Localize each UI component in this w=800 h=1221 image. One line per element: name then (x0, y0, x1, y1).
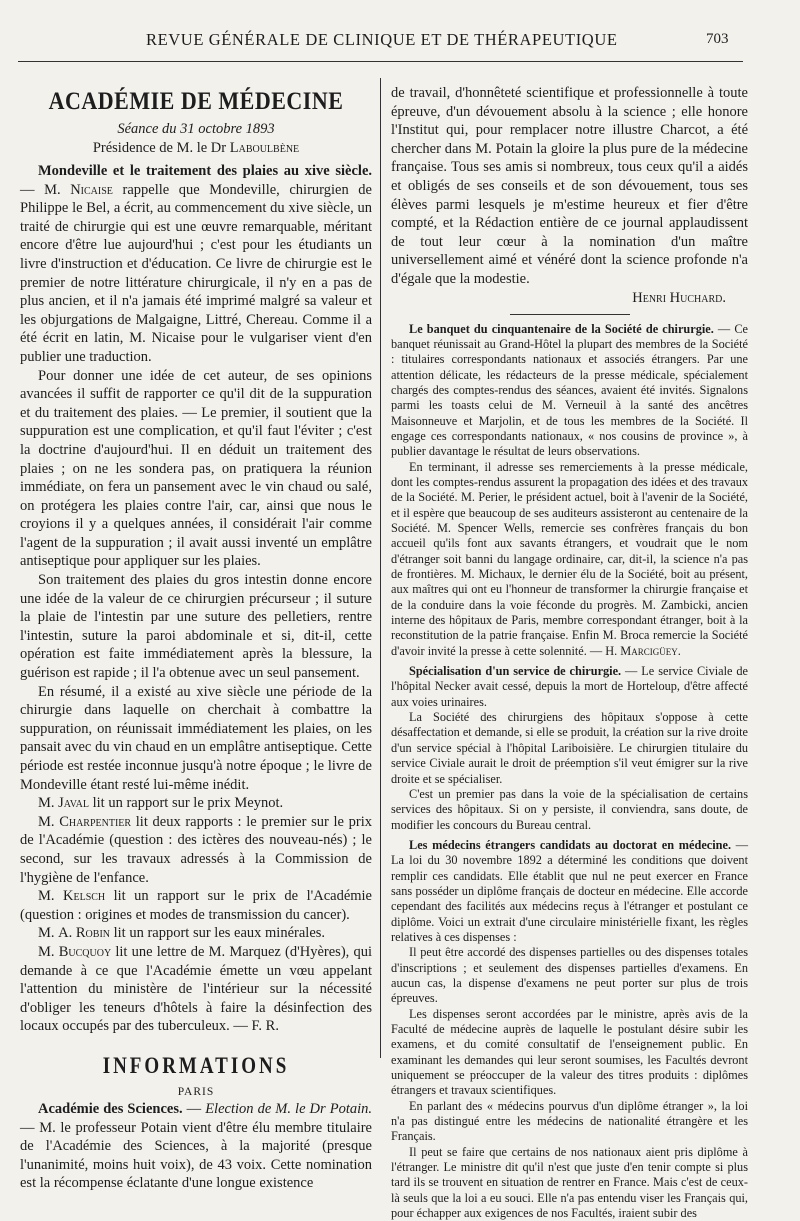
report-robin: M. A. Robin lit un rapport sur les eaux minérales. (38, 925, 326, 942)
academie-sciences-heading: Académie des Sciences. (38, 1100, 183, 1117)
signature-huchard: Henri Huchard. (632, 289, 726, 306)
presidence-prefix: Présidence de M. le Dr (92, 140, 230, 156)
president-name: Laboulbène (229, 140, 300, 156)
report-kelsch: M. Kelsch lit un rapport sur le prix de l'Académie (question : origines et modes de transmission du cancer). (20, 888, 372, 923)
report-javal: M. Javal lit un rapport sur le prix Meynot. (38, 795, 284, 812)
seance-line: Séance du 31 octobre 1893 (117, 121, 275, 137)
report-name: Bucquoy (58, 943, 112, 960)
specialisation-paragraph-3: C'est un premier pas dans la voie de la spécialisation de certains services des hôpitaux. Si on y persiste, il conviendra, sans doute, de modifier les concours du Bureau central. (391, 786, 748, 832)
header-rule (18, 61, 743, 62)
potain-continuation: de travail, d'honnêteté scientifique et professionnelle à toute épreuve, d'un dévouement absolu à la science ; elle honore l'Institut qui, pour remplacer notre illustre Charcot, a été chercher dans M. Potain la gloire la plus pure de la médecine française. Tous ses amis si nombreux, tous ceux qu'il a aidés et obligés de ses conseils et de son dévouement, tous ses élèves parmi lesquels je m'estime heureux et fier d'être compté, et la Rédaction entière de ce journal applaudissent de tout leur cœur à la nomination d'un maître universellement aimé et vénéré dont la science profonde n'a d'égale que la modestie. (391, 85, 748, 287)
election-title: Election de M. le Dr Potain. (205, 1100, 373, 1117)
medecins-paragraph-4: En parlant des « médecins pourvus d'un diplôme étranger », la loi n'a pas distingué entre les médecins de nationalité étrangère et les Français. (391, 1098, 748, 1144)
academie-sciences-paragraph: Académie des Sciences. — Election de M. le Dr Potain. — M. le professeur Potain vient d'être élu membre titulaire de l'Académie des Sciences, à la majorité (presque l'unanimité, moins huit voix), de 43 voix. Cette nomination est la récompense éclatante d'une longue existence (20, 1100, 373, 1192)
specialisation-paragraph-2: La Société des chirurgiens des hôpitaux s'oppose à cette désaffectation et demande, si elle se produit, la création sur la rive droite d'un service spécial à l'hôpital Lariboisière. Le chirurgien titulaire du service Civiale aurait le droit de préemption s'il veut émigrer sur la rive droite et se spécialiser. (391, 710, 748, 786)
banquet-text-1: Ce banquet réunissait au Grand-Hôtel la plupart des membres de la Société : titulaires correspondants nationaux et associés étrangers. Par une attention délicate, les rédacteurs de la presse médicale, spécialement chargés des comptes-rendus des séances, avaient été invités. Signalons parmi les toasts celui de M. Verneuil à la santé des ancêtres Maisonneuve et Marjolin, et de tous les membres de la Société. Il engage ces correspondants nationaux, « nos cousins de province », à publier davantage le résultat de leurs observations. (391, 321, 748, 459)
right-column (391, 84, 748, 1221)
report-name: Kelsch (63, 888, 106, 905)
banquet-text-2: En terminant, il adresse ses remerciements à la presse médicale, dont les comptes-rendus assurent la propagation des idées et des travaux de la Société. M. Perier, le président actuel, boit à l'avenir de la Société, et il espère que beaucoup de ses auditeurs assisteront au centenaire de la Société. M. Spencer Wells, remercie ses confrères français du bon accueil qu'ils font aux savants étrangers, et voudrait que le nom d'étranger soit banni du langage ordinaire, car, dit-il, la science n'a pas de frontières. M. Michaux, le dernier élu de la Société, boit au présent, aux maîtres qui ont eu l'honneur de transformer la chirurgie française et de la conduire dans la voie féconde du progrès. M. Zambicki, ancien interne des hôpitaux de Paris, membre correspondant étranger, boit à la reconstitution de la patrie française. Enfin M. Broca remercie la Société d'avoir invité la presse à cette solennité. (391, 459, 748, 658)
running-title: REVUE GÉNÉRALE DE CLINIQUE ET DE THÉRAPEUTIQUE (146, 30, 618, 49)
banquet-paragraph-2: En terminant, il adresse ses remerciements à la presse médicale, dont les comptes-rendus assurent la propagation des idées et des travaux de la Société. M. Perier, le président actuel, boit à l'avenir de la Société, et il espère que beaucoup de ses auditeurs assisteront au centenaire de la Société. M. Spencer Wells, remercie ses confrères français du bon accueil qu'ils font aux savants étrangers, et voudrait que le nom d'étranger soit banni du langage ordinaire, car, dit-il, la science n'a pas de frontières. M. Michaux, le dernier élu de la Société, boit au présent, aux maîtres qui ont eu l'honneur de transformer la chirurgie française et de la conduire dans la voie féconde du progrès. M. Zambicki, ancien interne des hôpitaux de Paris, membre correspondant étranger, boit à la reconstitution de la patrie française. Enfin M. Broca remercie la Société d'avoir invité la presse à cette solennité. — H. Marcigüey. (391, 459, 748, 658)
report-text: lit une lettre de M. Marquez (d'Hyères), qui demande à ce que l'Académie émette un vœu appelant l'attention du ministère de l'intérieur sur la nécessité d'obliger les teneurs d'hôtels à faire la désinfection des locaux occupés par des tuberculeux. — F. R. (20, 943, 372, 1035)
medecins-text-1: La loi du 30 novembre 1892 a déterminé les conditions que doivent remplir ces candidats. Elle établit que nul ne peut exercer en France sans posséder un diplôme français de docteur en médecine. Elle accorde cependant des facilités aux médecins reçus à l'étranger et postulant ce diplôme. Voici un extrait d'une circulaire ministérielle fixant, les règles relatives à ces dispenses : (391, 853, 748, 944)
column-divider (380, 78, 381, 1058)
page-number: 703 (706, 31, 729, 47)
medecins-heading: Les médecins étrangers candidats au doctorat en médecine. (409, 837, 732, 852)
specialisation-heading: Spécialisation d'un service de chirurgie. (409, 664, 622, 679)
mondeville-paragraph-1: Mondeville et le traitement des plaies au xive siècle. — M. Nicaise rappelle que Mondeville, chirurgien de Philippe le Bel, a écrit, au commencement du xive siècle, un traité de chirurgie qui est une œuvre remarquable, méritant encore d'être lue aujourd'hui ; c'est pour les étudiants un livre d'instruction et d'éducation. Ce livre de chirurgie est le premier de notre littérature chirurgicale, il n'y en a pas de plus ancien, et il n'a jamais été imprimé malgré sa valeur et les objurgations de Malgaigne, Littré, Chereau. Comme il a été écrit en latin, M. Nicaise pour le vulgariser vient d'en publier une traduction. (20, 163, 372, 365)
academie-sciences-text: M. le professeur Potain vient d'être élu membre titulaire de l'Académie des Sciences, à la majorité (presque l'unanimité, moins huit voix), de 43 voix. Cette nomination est la récompense éclatante d'une longue existence (20, 1119, 372, 1192)
report-text: lit un rapport sur le prix Meynot. (89, 795, 284, 812)
report-name: Charpentier (59, 813, 132, 830)
report-name: Javal (58, 795, 89, 812)
mondeville-paragraph-4: En résumé, il a existé au xive siècle une période de la chirurgie dans laquelle on cherchait à combattre la suppuration, on réunissait immédiatement les plaies, on les pansait avec du vin chaud en un emplâtre antiseptique. Cette période est restée inconnue jusqu'à notre époque ; le livre de Mondeville étant resté lui-même inédit. (20, 683, 372, 793)
left-column (20, 76, 372, 1193)
mondeville-text-1: rappelle que Mondeville, chirurgien de Philippe le Bel, a écrit, au commencement du xive siècle, un traité de chirurgie qui est une œuvre remarquable, méritant encore d'être lue aujourd'hui ; c'est pour les étudiants un livre d'instruction et d'éducation. Ce livre de chirurgie est le premier de notre littérature chirurgicale, il n'y en a pas de plus ancien, et il n'a jamais été imprimé malgré sa valeur et les objurgations de Malgaigne, Littré, Chereau. Comme il a été écrit en latin, M. Nicaise pour le vulgariser vient d'en publier une traduction. (20, 181, 372, 365)
medecins-paragraph-5: Il peut se faire que certains de nos nationaux aient pris diplôme à l'étranger. Le ministre dit qu'il n'est que juste d'en tenir compte si plus tard ils se trouvent en situation de rentrer en France. Mais c'est de ceux-là seuls que la loi a eu souci. Elle n'a pas entendu viser les Français qui, pour échapper aux exigences de nos Facultés, iraient subir des (391, 1144, 748, 1221)
section-title-informations: INFORMATIONS (102, 1053, 290, 1079)
mondeville-heading: Mondeville et le traitement des plaies au xive siècle. (38, 163, 372, 179)
signature-marciguey: H. Marcigüey. (605, 643, 681, 658)
banquet-paragraph-1: Le banquet du cinquantenaire de la Société de chirurgie. — Ce banquet réunissait au Grand-Hôtel la plupart des membres de la Société : titulaires correspondants nationaux et associés étrangers. Par une attention délicate, les rédacteurs de la presse médicale, spécialement chargés des comptes-rendus des séances, avaient été invités. Signalons parmi les toasts celui de M. Verneuil à la santé des ancêtres Maisonneuve et Marjolin, et de tous les membres de la Société. Il engage ces correspondants nationaux, « nos cousins de province », à publier davantage le résultat de leurs observations. (391, 321, 748, 459)
medecins-paragraph-3: Les dispenses seront accordées par le ministre, après avis de la Faculté de médecine auprès de laquelle le postulant désire subir les examens, et du comité consultatif de l'enseignement public. En examinant les demandes qui leur seront soumises, les Facultés devront uniquement se préoccuper de la valeur des titres produits : diplômes étrangers et travaux scientifiques. (391, 1006, 748, 1098)
report-text: lit deux rapports : le premier sur le prix de l'Académie (question : des ictères des nouveau-nés) ; le second, sur les travaux adressés à la Commission de l'hygiène de l'enfance. (20, 813, 372, 886)
medecins-paragraph-2: Il peut être accordé des dispenses partielles ou des dispenses totales d'inscriptions ; et seulement des dispenses partielles d'examens. En aucun cas, la dispense d'examens ne peut porter sur plus de trois épreuves. (391, 945, 748, 1006)
banquet-heading: Le banquet du cinquantenaire de la Société de chirurgie. (409, 321, 714, 336)
report-text: lit un rapport sur le prix de l'Académie (question : origines et modes de transmission du cancer). (20, 888, 372, 923)
separator-rule (510, 314, 630, 315)
specialisation-text-1: Le service Civiale de l'hôpital Necker avait cessé, depuis la mort de Horteloup, d'être affecté aux voies urinaires. (391, 664, 748, 709)
mondeville-speaker: Nicaise (70, 181, 113, 198)
mondeville-paragraph-3: Son traitement des plaies du gros intestin donne encore une idée de la valeur de ce chirurgien précurseur ; il suture la plaie de l'intestin par une suture des pelletiers, rentre l'intestin, suture la paroi abdominale et si, dit-il, cette opération est faite immédiatement après la blessure, la guérison est rapide ; il l'a obtenue avec un seul pansement. (20, 572, 372, 682)
paris-subtitle: PARIS (177, 1085, 215, 1098)
specialisation-paragraph-1: Spécialisation d'un service de chirurgie. — Le service Civiale de l'hôpital Necker avait cessé, depuis la mort de Horteloup, d'être affecté aux voies urinaires. (391, 664, 748, 709)
presidence-line (20, 139, 372, 158)
page-header (0, 0, 800, 58)
report-text: lit un rapport sur les eaux minérales. (110, 925, 326, 942)
report-name: A. Robin (58, 925, 110, 942)
section-title-academie: ACADÉMIE DE MÉDECINE (48, 86, 344, 115)
report-charpentier: M. Charpentier lit deux rapports : le premier sur le prix de l'Académie (question : des ictères des nouveau-nés) ; le second, sur les travaux adressés à la Commission de l'hygiène de l'enfance. (20, 813, 372, 886)
medecins-paragraph-1: Les médecins étrangers candidats au doctorat en médecine. — La loi du 30 novembre 1892 a déterminé les conditions que doivent remplir ces candidats. Elle établit que nul ne peut exercer en France sans posséder un diplôme français de docteur en médecine. Elle accorde cependant des facilités aux médecins reçus à l'étranger et postulant ce diplôme. Voici un extrait d'une circulaire ministérielle fixant, les règles relatives à ces dispenses : (391, 837, 749, 944)
report-bucquoy: M. Bucquoy lit une lettre de M. Marquez (d'Hyères), qui demande à ce que l'Académie émette un vœu appelant l'attention du ministère de l'intérieur sur la nécessité d'obliger les teneurs d'hôtels à faire la désinfection des locaux occupés par des tuberculeux. — F. R. (20, 943, 372, 1035)
mondeville-paragraph-2: Pour donner une idée de cet auteur, de ses opinions avancées il suffit de rapporter ce qu'il dit de la suppuration et du traitement des plaies. — Le premier, il soutient que la suppuration est une complication, et qu'il faut l'éviter ; c'est la doctrine d'aujourd'hui. Il en déduit un traitement des plaies ; on ne les sondera pas, on pratiquera la réunion immédiate, on fera un pansement avec le vin chaud ou salé, on protégera les plaies contre l'air, car, ainsi que nous le croyions il y a quelques années, il considérait l'air comme l'agent de la suppuration ; il avait aussi inventé un emplâtre antiseptique pour appliquer sur les plaies. (20, 367, 372, 570)
